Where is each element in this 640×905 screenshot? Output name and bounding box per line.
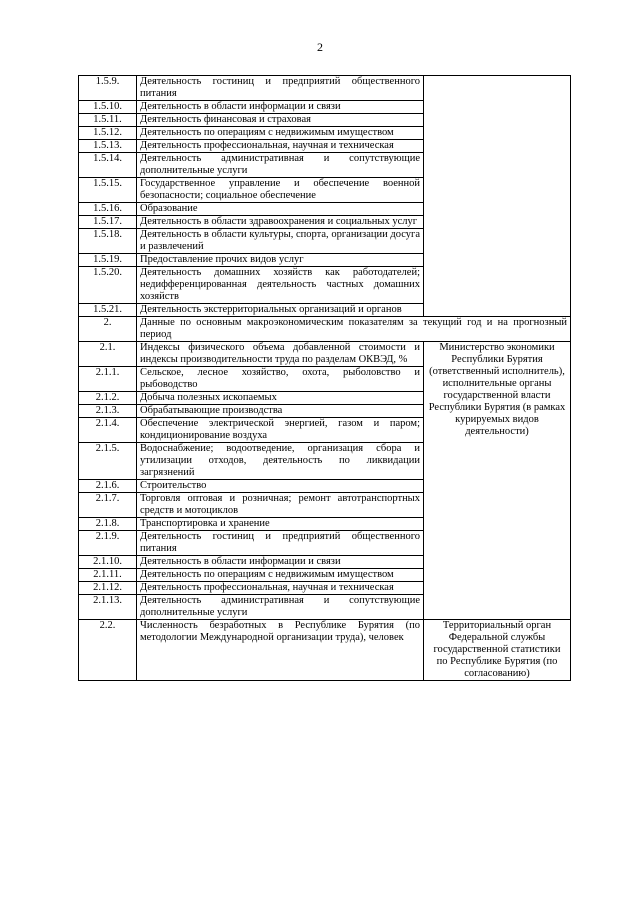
responsible-cell-empty [424, 76, 571, 317]
row-text: Деятельность в области здравоохранения и социальных услуг [137, 216, 424, 229]
row-number: 2.1.7. [79, 493, 137, 518]
row-text: Деятельность в области информации и связи [137, 556, 424, 569]
row-text: Деятельность административная и сопутствующие дополнительные услуги [137, 595, 424, 620]
row-text: Деятельность в области информации и связи [137, 101, 424, 114]
row-text: Деятельность экстерриториальных организаций и органов [137, 304, 424, 317]
row-text: Деятельность по операциям с недвижимым имуществом [137, 127, 424, 140]
row-number: 1.5.15. [79, 178, 137, 203]
row-text: Деятельность профессиональная, научная и техническая [137, 140, 424, 153]
row-number: 2.1.8. [79, 518, 137, 531]
row-number: 2.1.11. [79, 569, 137, 582]
row-number: 2.1. [79, 342, 137, 367]
row-text: Деятельность административная и сопутствующие дополнительные услуги [137, 153, 424, 178]
section-number: 2. [79, 317, 137, 342]
row-text: Обрабатывающие производства [137, 405, 424, 418]
row-number: 2.1.10. [79, 556, 137, 569]
row-number: 1.5.16. [79, 203, 137, 216]
responsible-executor-2-1: Министерство экономики Республики Бурятия (ответственный исполнитель), исполнительные органы государственной власти Республики Бурятия (в рамках курируемых видов деятельности) [424, 342, 571, 620]
row-text: Предоставление прочих видов услуг [137, 254, 424, 267]
row-text: Деятельность гостиниц и предприятий общественного питания [137, 76, 424, 101]
row-number: 1.5.17. [79, 216, 137, 229]
row-number: 2.1.6. [79, 480, 137, 493]
row-text: Сельское, лесное хозяйство, охота, рыболовство и рыбоводство [137, 367, 424, 392]
page-number: 2 [317, 40, 323, 54]
row-number: 1.5.9. [79, 76, 137, 101]
row-number: 2.2. [79, 620, 137, 681]
row-text: Численность безработных в Республике Бурятия (по методологии Международной организации труда), человек [137, 620, 424, 681]
row-number: 1.5.11. [79, 114, 137, 127]
row-number: 1.5.10. [79, 101, 137, 114]
row-number: 1.5.12. [79, 127, 137, 140]
table-row [79, 342, 571, 367]
row-text: Обеспечение электрической энергией, газом и паром; кондиционирование воздуха [137, 418, 424, 443]
row-text: Деятельность гостиниц и предприятий общественного питания [137, 531, 424, 556]
row-text: Деятельность финансовая и страховая [137, 114, 424, 127]
row-number: 2.1.13. [79, 595, 137, 620]
table-row [79, 76, 571, 101]
row-number: 2.1.1. [79, 367, 137, 392]
row-number: 2.1.3. [79, 405, 137, 418]
indicator-table [78, 75, 571, 681]
row-number: 2.1.12. [79, 582, 137, 595]
row-text: Индексы физического объема добавленной стоимости и индексы производительности труда по разделам ОКВЭД, % [137, 342, 424, 367]
row-text: Строительство [137, 480, 424, 493]
row-number: 1.5.21. [79, 304, 137, 317]
row-number: 1.5.19. [79, 254, 137, 267]
row-text: Образование [137, 203, 424, 216]
responsible-executor-2-2: Территориальный орган Федеральной службы государственной статистики по Республике Бурятия (по согласованию) [424, 620, 571, 681]
row-number: 1.5.13. [79, 140, 137, 153]
row-number: 1.5.18. [79, 229, 137, 254]
section-row [79, 317, 571, 342]
row-text: Деятельность по операциям с недвижимым имуществом [137, 569, 424, 582]
row-text: Добыча полезных ископаемых [137, 392, 424, 405]
row-number: 2.1.4. [79, 418, 137, 443]
row-text: Водоснабжение; водоотведение, организация сбора и утилизации отходов, деятельность по ликвидации загрязнений [137, 443, 424, 480]
row-text: Государственное управление и обеспечение военной безопасности; социальное обеспечение [137, 178, 424, 203]
row-text: Торговля оптовая и розничная; ремонт автотранспортных средств и мотоциклов [137, 493, 424, 518]
row-number: 1.5.20. [79, 267, 137, 304]
row-text: Деятельность домашних хозяйств как работодателей; недифференцированная деятельность частных домашних хозяйств [137, 267, 424, 304]
row-number: 1.5.14. [79, 153, 137, 178]
row-text: Деятельность профессиональная, научная и техническая [137, 582, 424, 595]
row-text: Транспортировка и хранение [137, 518, 424, 531]
row-number: 2.1.2. [79, 392, 137, 405]
table-row [79, 620, 571, 681]
row-number: 2.1.9. [79, 531, 137, 556]
row-number: 2.1.5. [79, 443, 137, 480]
row-text: Деятельность в области культуры, спорта, организации досуга и развлечений [137, 229, 424, 254]
section-title: Данные по основным макроэкономическим показателям за текущий год и на прогнозный период [137, 317, 571, 342]
